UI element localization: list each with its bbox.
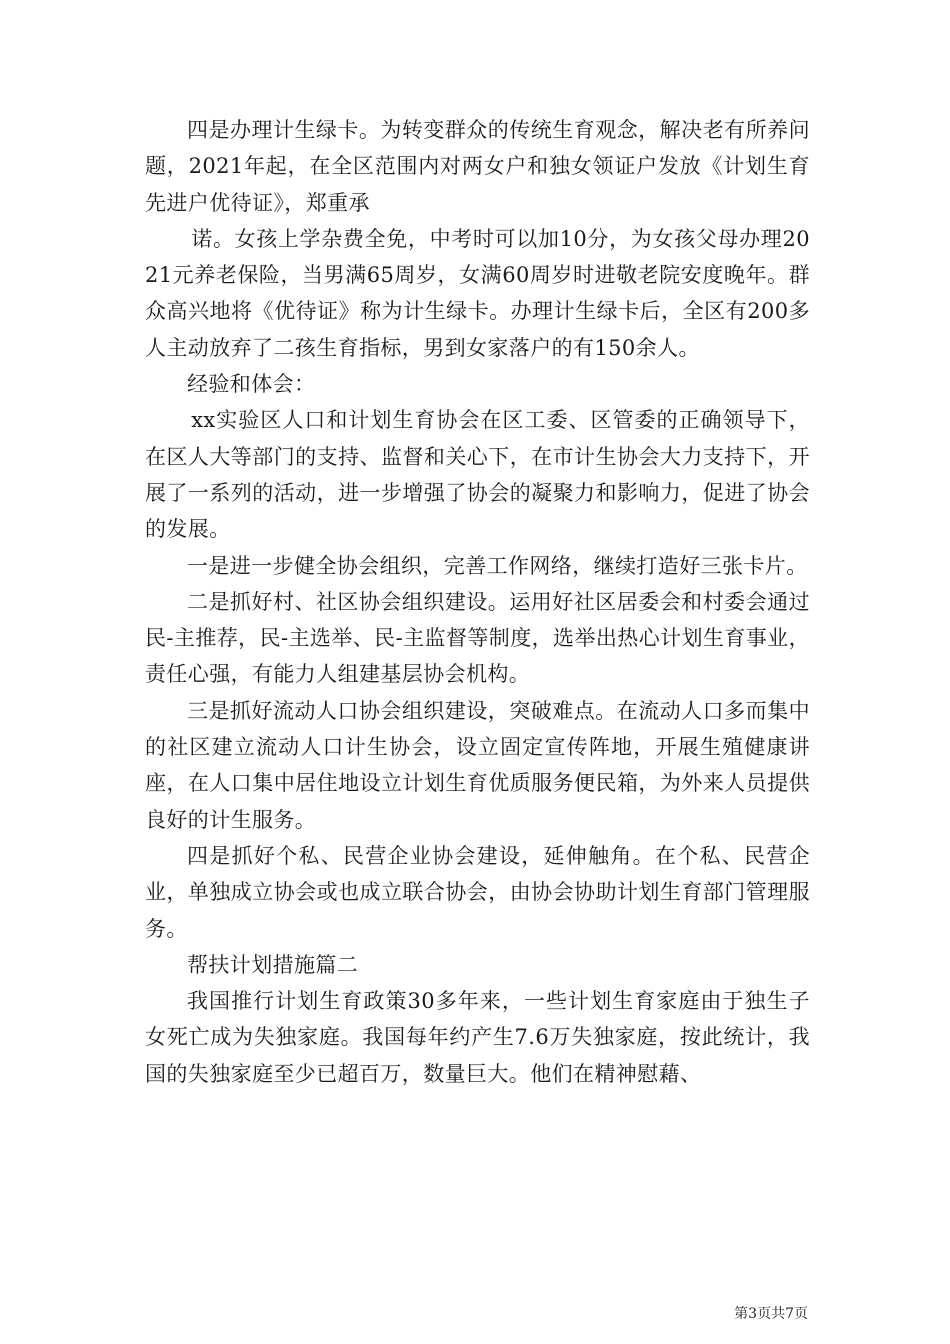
page-number: 第3页共7页 (734, 1306, 808, 1322)
section-heading-part-two: 帮扶计划措施篇二 (187, 952, 359, 977)
paragraph-point-three: 三是抓好流动人口协会组织建设，突破难点。在流动人口多而集中的社区建立流动人口计生协会，设立固定宣传阵地，开展生殖健康讲座，在人口集中居住地设立计划生育优质服务便民箱，为外来人员提供良好的计生服务。 (145, 698, 810, 832)
paragraph-point-four: 四是抓好个私、民营企业协会建设，延伸触角。在个私、民营企业，单独成立协会或也成立联合协会，由协会协助计划生育部门管理服务。 (145, 843, 810, 941)
paragraph-green-card: 四是办理计生绿卡。为转变群众的传统生育观念，解决老有所养问题，2021年起，在全区范围内对两女户和独女领证户发放《计划生育先进户优待证》，郑重承 (145, 118, 810, 215)
paragraph-point-one: 一是进一步健全协会组织，完善工作网络，继续打造好三张卡片。 (187, 553, 808, 578)
paragraph-experience-heading: 经验和体会： (187, 372, 316, 397)
paragraph-green-card-continued: 诺。女孩上学杂费全免，中考时可以加10分，为女孩父母办理2021元养老保险，当男满65周岁，女满60周岁时进敬老院安度晚年。群众高兴地将《优待证》称为计生绿卡。办理计生绿卡后，全区有200多人主动放弃了二孩生育指标，男到女家落户的有150余人。 (145, 226, 810, 360)
paragraph-association-intro: xx实验区人口和计划生育协会在区工委、区管委的正确领导下，在区人大等部门的支持、监督和关心下，在市计生协会大力支持下，开展了一系列的活动，进一步增强了协会的凝聚力和影响力，促进了协会的发展。 (145, 408, 810, 542)
paragraph-lost-only-child: 我国推行计划生育政策30多年来，一些计划生育家庭由于独生子女死亡成为失独家庭。我国每年约产生7.6万失独家庭，按此统计，我国的失独家庭至少已超百万，数量巨大。他们在精神慰藉、 (145, 989, 810, 1086)
paragraph-point-two: 二是抓好村、社区协会组织建设。运用好社区居委会和村委会通过民-主推荐，民-主选举、民-主监督等制度，选举出热心计划生育事业，责任心强，有能力人组建基层协会机构。 (145, 589, 810, 687)
document-body (145, 112, 810, 1092)
